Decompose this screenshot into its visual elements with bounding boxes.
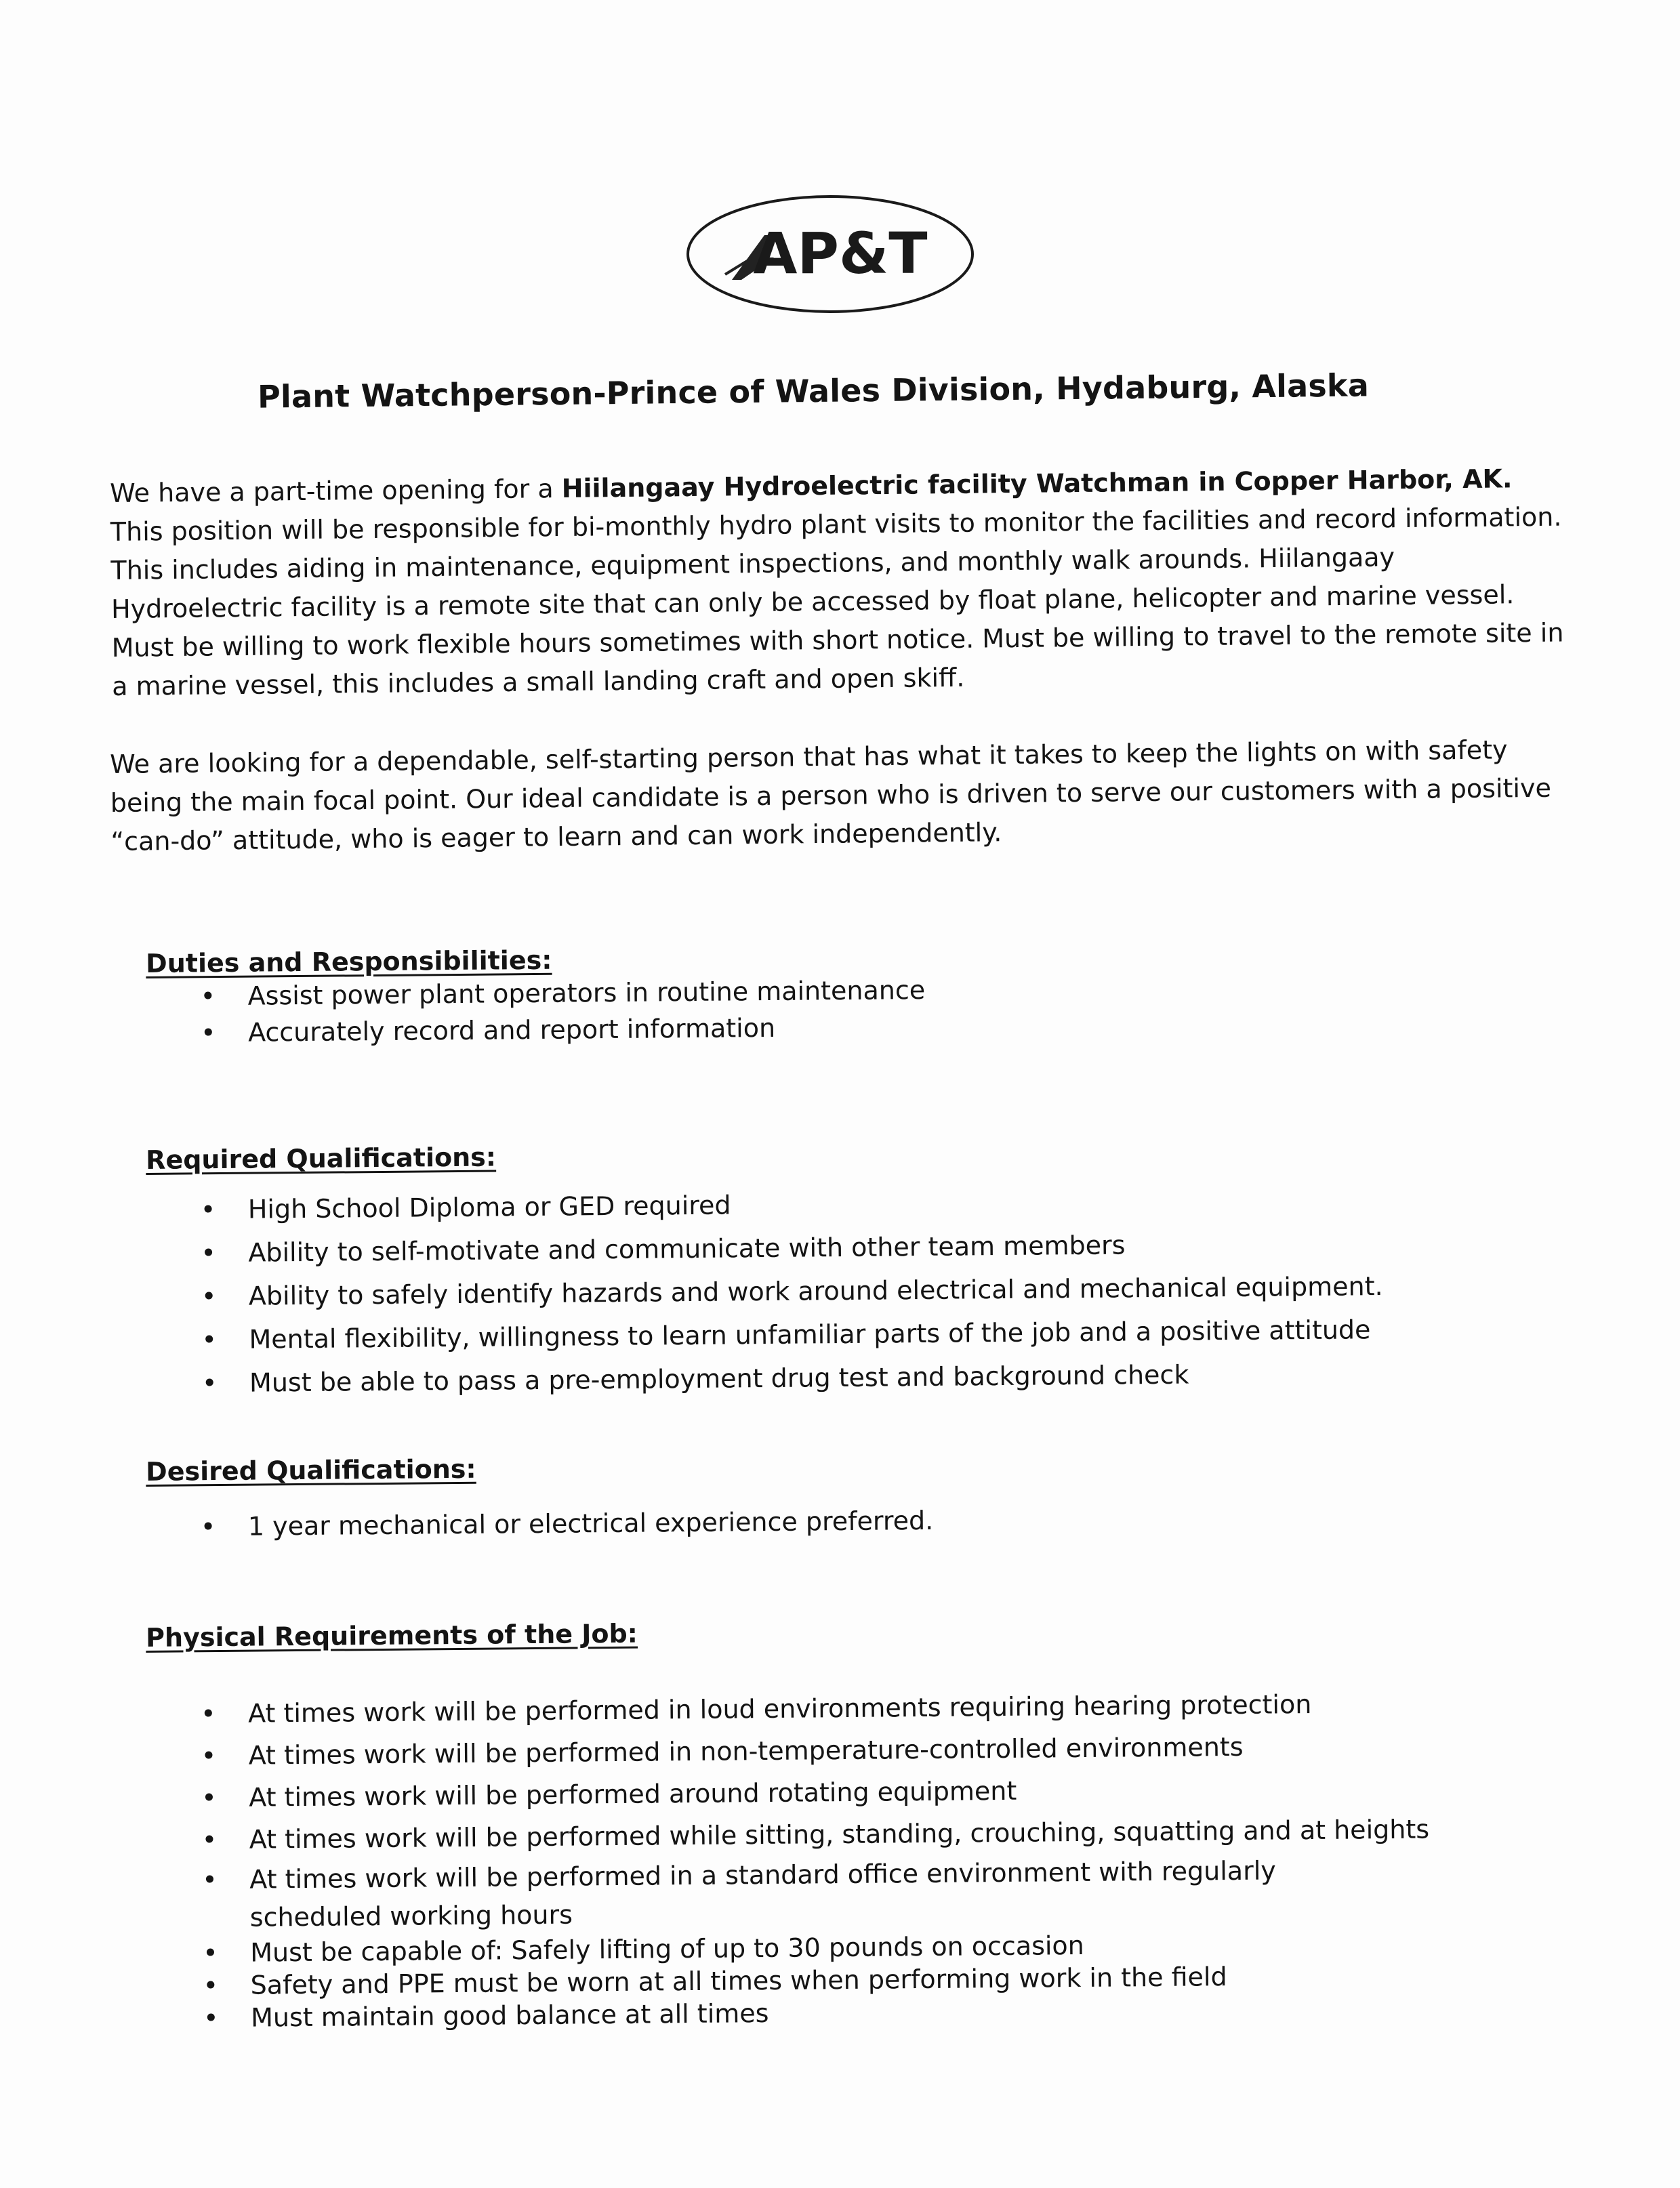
required-heading: Required Qualifications: bbox=[146, 1142, 497, 1175]
list-item bbox=[202, 1851, 1389, 1937]
desired-heading: Desired Qualifications: bbox=[146, 1453, 476, 1487]
list-item-text: At times work will be performed around rotating equipment bbox=[249, 1775, 1017, 1813]
bullet-icon: • bbox=[201, 1281, 217, 1312]
intro-paragraph-2: We are looking for a dependable, self-starting person that has what it takes to keep the lights on with safety being the main focal point. Our ideal candidate is a person who is driven to serve our customers with a positive “can-do” attitude, who is eager to learn and can work independently. bbox=[110, 735, 1552, 856]
physical-list bbox=[146, 1681, 1572, 2035]
physical-heading: Physical Requirements of the Job: bbox=[146, 1618, 638, 1653]
list-item-text: Accurately record and report information bbox=[247, 1012, 776, 1048]
bullet-icon: • bbox=[200, 1699, 216, 1729]
list-item-text: 1 year mechanical or electrical experience preferred. bbox=[247, 1505, 934, 1542]
list-item-text: Must maintain good balance at all times bbox=[250, 1998, 769, 2033]
intro-paragraph-1 bbox=[110, 459, 1569, 705]
intro-text-a: We have a part-time opening for a bbox=[110, 474, 562, 508]
bullet-icon: • bbox=[203, 2003, 219, 2034]
logo-graphic bbox=[684, 193, 976, 315]
bullet-icon: • bbox=[200, 1018, 216, 1048]
list-item-text: Safety and PPE must be worn at all times when performing work in the field bbox=[250, 1962, 1227, 2000]
list-item-text: Ability to safely identify hazards and work around electrical and mechanical equipment. bbox=[248, 1271, 1383, 1311]
duties-section bbox=[146, 936, 1570, 1052]
intro-text-bold: Hiilangaay Hydroelectric facility Watchman in Copper Harbor, AK. bbox=[561, 463, 1513, 504]
physical-requirements-section bbox=[146, 1611, 1572, 2035]
bullet-icon: • bbox=[201, 1238, 217, 1268]
desired-list bbox=[146, 1495, 1570, 1548]
desired-qualifications-section bbox=[146, 1445, 1570, 1548]
intro-text-b: This position will be responsible for bi-monthly hydro plant visits to monitor the facilities and record information. This includes aiding in maintenance, equipment inspections, and monthly walk arounds. Hiilangaay Hydroelectric facility is a remote site that can only be accessed by float plane, helicopter and marine vessel. Must be willing to work flexible hours sometimes with short notice. Must be willing to travel to the remote site in a marine vessel, this includes a small landing craft and open skiff. bbox=[110, 501, 1564, 701]
list-item-text: At times work will be performed in non-temperature-controlled environments bbox=[248, 1731, 1244, 1771]
list-item-text: Must be able to pass a pre-employment drug test and background check bbox=[249, 1359, 1189, 1398]
bullet-icon: • bbox=[201, 1741, 217, 1771]
list-item-text: Mental flexibility, willingness to learn unfamiliar parts of the job and a positive attitude bbox=[249, 1315, 1371, 1355]
list-item-text: Must be capable of: Safely lifting of up to 30 pounds on occasion bbox=[250, 1930, 1084, 1968]
list-item-text: Assist power plant operators in routine maintenance bbox=[247, 974, 926, 1011]
duties-list bbox=[146, 966, 1570, 1052]
list-item-text: At times work will be performed in a standard office environment with regularly scheduled working hours bbox=[249, 1855, 1276, 1933]
required-qualifications-section bbox=[146, 1133, 1571, 1405]
bullet-icon: • bbox=[200, 1512, 216, 1542]
bullet-icon: • bbox=[201, 1325, 218, 1355]
company-logo bbox=[684, 193, 976, 315]
bullet-icon: • bbox=[201, 1368, 218, 1399]
list-item bbox=[201, 1495, 1570, 1548]
bullet-icon: • bbox=[203, 1938, 218, 1968]
list-item-text: High School Diploma or GED required bbox=[247, 1190, 731, 1224]
job-title: Plant Watchperson-Prince of Wales Division, Hydaburg, Alaska bbox=[257, 367, 1370, 415]
bullet-icon: • bbox=[200, 981, 216, 1012]
bullet-icon: • bbox=[203, 1970, 219, 2001]
list-item-text: At times work will be performed in loud environments requiring hearing protection bbox=[247, 1689, 1312, 1729]
required-list bbox=[146, 1176, 1572, 1405]
logo-text: AP&T bbox=[753, 220, 928, 287]
bullet-icon: • bbox=[201, 1783, 217, 1813]
bullet-icon: • bbox=[202, 1865, 218, 1895]
bullet-icon: • bbox=[200, 1195, 216, 1225]
bullet-icon: • bbox=[201, 1825, 218, 1855]
duties-heading: Duties and Responsibilities: bbox=[146, 945, 552, 978]
list-item-text: Ability to self-motivate and communicate with other team members bbox=[248, 1230, 1126, 1268]
list-item-text: At times work will be performed while sitting, standing, crouching, squatting and at heights bbox=[249, 1814, 1430, 1855]
